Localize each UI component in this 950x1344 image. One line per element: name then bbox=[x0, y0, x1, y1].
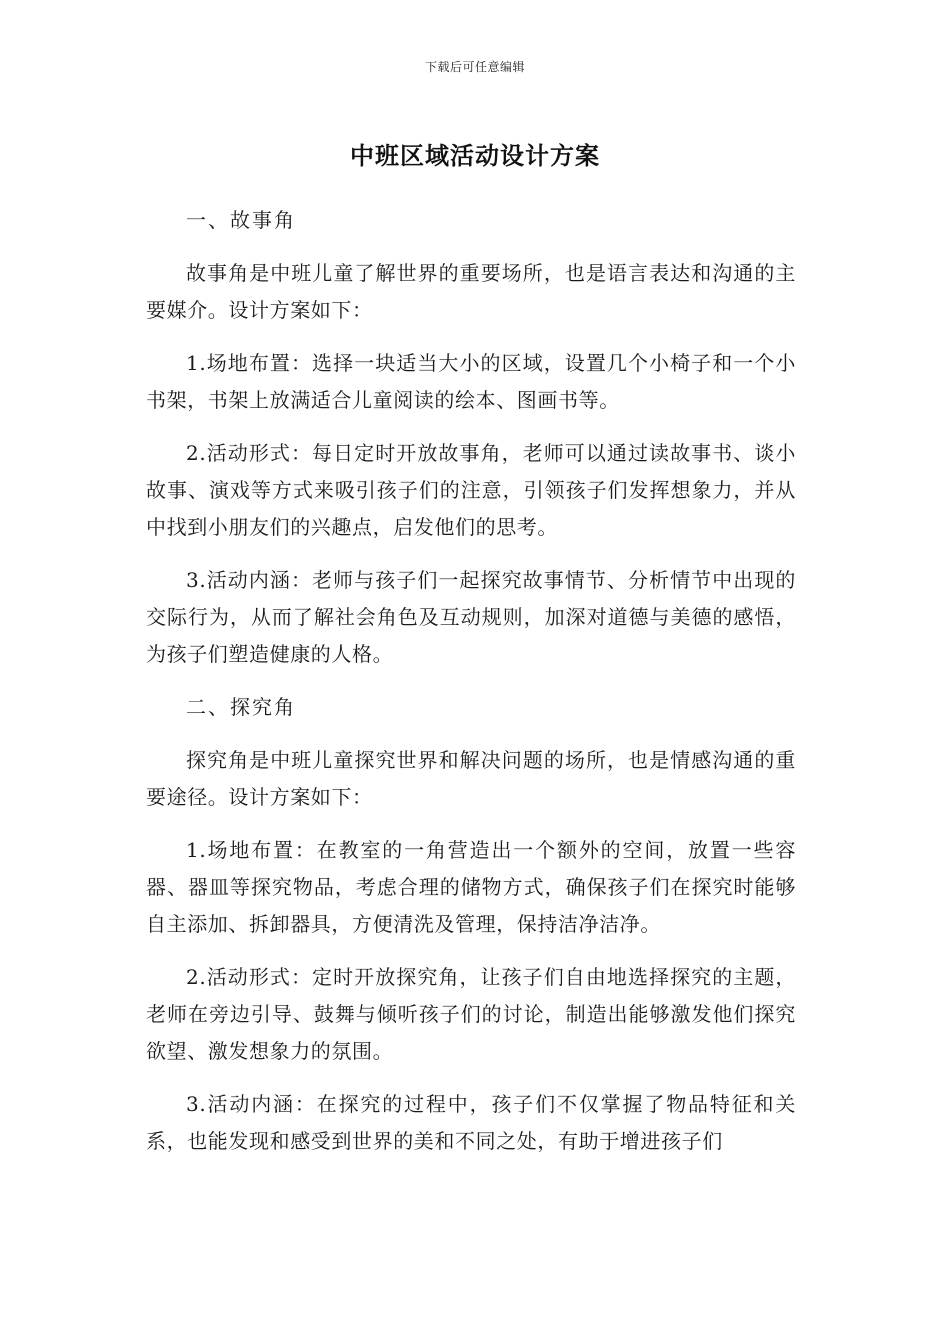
paragraph: 2.活动形式：定时开放探究角，让孩子们自由地选择探究的主题，老师在旁边引导、鼓舞与倾听孩子们的讨论，制造出能够激发他们探究欲望、激发想象力的氛围。 bbox=[146, 965, 796, 1063]
section-heading: 一、故事角 bbox=[186, 208, 296, 232]
paragraph: 1.场地布置：选择一块适当大小的区域，设置几个小椅子和一个小书架，书架上放满适合儿童阅读的绘本、图画书等。 bbox=[146, 351, 796, 412]
document-title: 中班区域活动设计方案 bbox=[350, 142, 600, 170]
paragraph: 3.活动内涵：老师与孩子们一起探究故事情节、分析情节中出现的交际行为，从而了解社会角色及互动规则，加深对道德与美德的感悟，为孩子们塑造健康的人格。 bbox=[146, 568, 796, 666]
paragraph: 2.活动形式：每日定时开放故事角，老师可以通过读故事书、谈小故事、演戏等方式来吸引孩子们的注意，引领孩子们发挥想象力，并从中找到小朋友们的兴趣点，启发他们的思考。 bbox=[146, 441, 796, 539]
section-heading: 二、探究角 bbox=[186, 695, 296, 719]
paragraph: 1.场地布置：在教室的一角营造出一个额外的空间，放置一些容器、器皿等探究物品，考虑合理的储物方式，确保孩子们在探究时能够自主添加、拆卸器具，方便清洗及管理，保持洁净洁净。 bbox=[146, 838, 796, 936]
document-body bbox=[146, 202, 796, 1176]
paragraph: 探究角是中班儿童探究世界和解决问题的场所，也是情感沟通的重要途径。设计方案如下： bbox=[146, 748, 796, 809]
paragraph: 3.活动内涵：在探究的过程中，孩子们不仅掌握了物品特征和关系，也能发现和感受到世界的美和不同之处，有助于增进孩子们 bbox=[146, 1092, 796, 1153]
header-note: 下载后可任意编辑 bbox=[424, 60, 525, 74]
paragraph: 故事角是中班儿童了解世界的重要场所，也是语言表达和沟通的主要媒介。设计方案如下： bbox=[146, 261, 796, 322]
